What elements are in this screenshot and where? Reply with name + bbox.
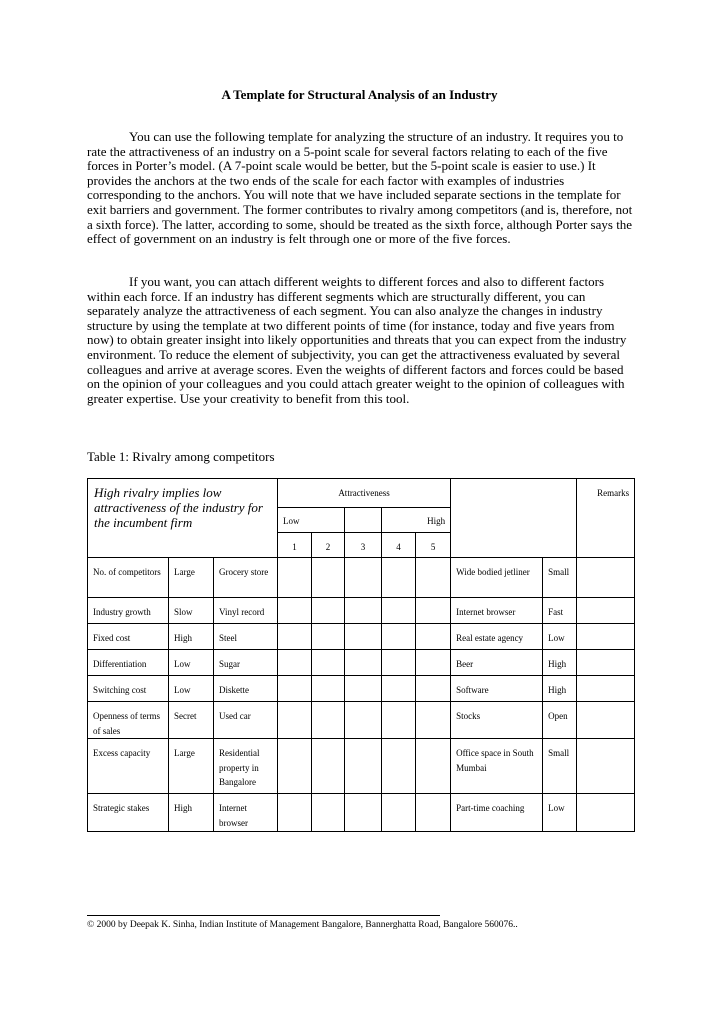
high-value-cell: High (543, 676, 577, 702)
rating-3-cell[interactable] (345, 598, 382, 624)
high-value-cell: Open (543, 702, 577, 739)
factor-cell: Strategic stakes (88, 794, 169, 832)
header-blank-cell (451, 479, 577, 558)
rating-3-cell[interactable] (345, 702, 382, 739)
scale-1: 1 (278, 533, 312, 558)
table-row (88, 676, 635, 702)
copyright-footer: © 2000 by Deepak K. Sinha, Indian Institute of Management Bangalore, Bannerghatta Road, Bangalore 560076.. (87, 920, 518, 930)
rating-5-cell[interactable] (416, 558, 451, 598)
high-example-cell: Beer (451, 650, 543, 676)
factor-cell: No. of competitors (88, 558, 169, 598)
rating-3-cell[interactable] (345, 558, 382, 598)
rating-4-cell[interactable] (382, 598, 416, 624)
low-value-cell: Secret (169, 702, 214, 739)
rating-4-cell[interactable] (382, 558, 416, 598)
low-example-cell: Diskette (214, 676, 278, 702)
scale-anchor-blank (345, 508, 382, 533)
high-example-cell: Part-time coaching (451, 794, 543, 832)
low-value-cell: Large (169, 558, 214, 598)
scale-4: 4 (382, 533, 416, 558)
factor-cell: Industry growth (88, 598, 169, 624)
remarks-cell[interactable] (577, 794, 635, 832)
footer-divider (87, 915, 440, 916)
low-label: Low (278, 508, 345, 533)
high-value-cell: Small (543, 558, 577, 598)
rating-2-cell[interactable] (312, 676, 345, 702)
rating-4-cell[interactable] (382, 676, 416, 702)
rating-3-cell[interactable] (345, 739, 382, 794)
rating-5-cell[interactable] (416, 650, 451, 676)
high-example-cell: Wide bodied jetliner (451, 558, 543, 598)
rating-4-cell[interactable] (382, 794, 416, 832)
table-row (88, 794, 635, 832)
factor-cell: Differentiation (88, 650, 169, 676)
rating-1-cell[interactable] (278, 558, 312, 598)
rating-3-cell[interactable] (345, 650, 382, 676)
rating-2-cell[interactable] (312, 598, 345, 624)
rating-1-cell[interactable] (278, 650, 312, 676)
usage-paragraph-text: If you want, you can attach different weights to different forces and also to different factors within each force. If an industry has different segments which are structurally different, you can separately analyze the attractiveness of each segment. You can also analyze the changes in industry structure by using the template at two different points of time (for instance, today and five years from now) to obtain greater insight into likely opportunities and threats that you can expect from the industry environment. To reduce the element of subjectivity, you can get the attractiveness evaluated by several colleagues and arrive at average scores. Even the weights of different factors and forces could be based on the opinion of your colleagues and you could attach greater weight to the opinion of colleagues with greater expertise. Use your creativity to benefit from this tool. (87, 274, 627, 406)
rating-2-cell[interactable] (312, 794, 345, 832)
document-title: A Template for Structural Analysis of an Industry (221, 87, 498, 102)
low-example-cell: Steel (214, 624, 278, 650)
remarks-cell[interactable] (577, 598, 635, 624)
rating-3-cell[interactable] (345, 676, 382, 702)
low-example-cell: Sugar (214, 650, 278, 676)
rating-2-cell[interactable] (312, 624, 345, 650)
high-value-cell: Small (543, 739, 577, 794)
rating-5-cell[interactable] (416, 676, 451, 702)
rating-3-cell[interactable] (345, 794, 382, 832)
remarks-label: Remarks (577, 479, 635, 558)
low-value-cell: Slow (169, 598, 214, 624)
table-header-row (88, 479, 635, 508)
low-example-cell: Vinyl record (214, 598, 278, 624)
rating-5-cell[interactable] (416, 794, 451, 832)
intro-paragraph-text: You can use the following template for analyzing the structure of an industry. It requires you to rate the attractiveness of an industry on a 5-point scale for several factors relating to each of the five forces in Porter’s model. (A 7-point scale would be better, but the 5-point scale is easier to use.) It provides the anchors at the two ends of the scale for each factor with examples of industries corresponding to the anchors. You will note that we have included separate sections in the template for exit barriers and government. The former contributes to rivalry among competitors (and is, therefore, not a sixth force). The latter, according to some, should be treated as the sixth force, although Porter says the effect of government on an industry is felt through one or more of the five forces. (87, 129, 633, 247)
remarks-cell[interactable] (577, 558, 635, 598)
low-value-cell: High (169, 624, 214, 650)
rating-1-cell[interactable] (278, 624, 312, 650)
scale-5: 5 (416, 533, 451, 558)
rating-2-cell[interactable] (312, 650, 345, 676)
low-value-cell: Large (169, 739, 214, 794)
rating-4-cell[interactable] (382, 624, 416, 650)
high-label: High (382, 508, 451, 533)
table-row (88, 598, 635, 624)
rating-1-cell[interactable] (278, 676, 312, 702)
low-example-cell: Used car (214, 702, 278, 739)
high-value-cell: Low (543, 794, 577, 832)
rating-5-cell[interactable] (416, 702, 451, 739)
low-value-cell: Low (169, 650, 214, 676)
rating-1-cell[interactable] (278, 794, 312, 832)
rating-2-cell[interactable] (312, 702, 345, 739)
table-row (88, 702, 635, 739)
rating-2-cell[interactable] (312, 739, 345, 794)
factor-cell: Excess capacity (88, 739, 169, 794)
low-example-cell: Residential property in Bangalore (214, 739, 278, 794)
high-value-cell: Low (543, 624, 577, 650)
table-row (88, 558, 635, 598)
high-value-cell: Fast (543, 598, 577, 624)
table-row (88, 624, 635, 650)
rating-5-cell[interactable] (416, 624, 451, 650)
table-header-text: High rivalry implies low attractiveness of the industry for the incumbent firm (94, 485, 263, 530)
rating-4-cell[interactable] (382, 739, 416, 794)
intro-paragraph (87, 130, 633, 247)
rating-2-cell[interactable] (312, 558, 345, 598)
high-example-cell: Software (451, 676, 543, 702)
high-example-cell: Office space in South Mumbai (451, 739, 543, 794)
high-value-cell: High (543, 650, 577, 676)
low-example-cell: Internet browser (214, 794, 278, 832)
usage-paragraph (87, 275, 633, 406)
rating-1-cell[interactable] (278, 598, 312, 624)
table-header-text-cell (88, 479, 278, 558)
scale-3: 3 (345, 533, 382, 558)
remarks-cell[interactable] (577, 702, 635, 739)
remarks-cell[interactable] (577, 650, 635, 676)
scale-2: 2 (312, 533, 345, 558)
rating-4-cell[interactable] (382, 650, 416, 676)
rating-1-cell[interactable] (278, 739, 312, 794)
rating-5-cell[interactable] (416, 739, 451, 794)
rating-1-cell[interactable] (278, 702, 312, 739)
table-caption: Table 1: Rivalry among competitors (87, 449, 275, 464)
rating-4-cell[interactable] (382, 702, 416, 739)
low-example-cell: Grocery store (214, 558, 278, 598)
low-value-cell: Low (169, 676, 214, 702)
factor-cell: Openness of terms of sales (88, 702, 169, 739)
rating-5-cell[interactable] (416, 598, 451, 624)
high-example-cell: Real estate agency (451, 624, 543, 650)
high-example-cell: Stocks (451, 702, 543, 739)
factor-cell: Fixed cost (88, 624, 169, 650)
table-row (88, 739, 635, 794)
rating-3-cell[interactable] (345, 624, 382, 650)
table-row (88, 650, 635, 676)
remarks-cell[interactable] (577, 676, 635, 702)
high-example-cell: Internet browser (451, 598, 543, 624)
factor-cell: Switching cost (88, 676, 169, 702)
rivalry-table (87, 478, 635, 832)
remarks-cell[interactable] (577, 739, 635, 794)
remarks-cell[interactable] (577, 624, 635, 650)
attractiveness-label: Attractiveness (278, 479, 451, 508)
low-value-cell: High (169, 794, 214, 832)
